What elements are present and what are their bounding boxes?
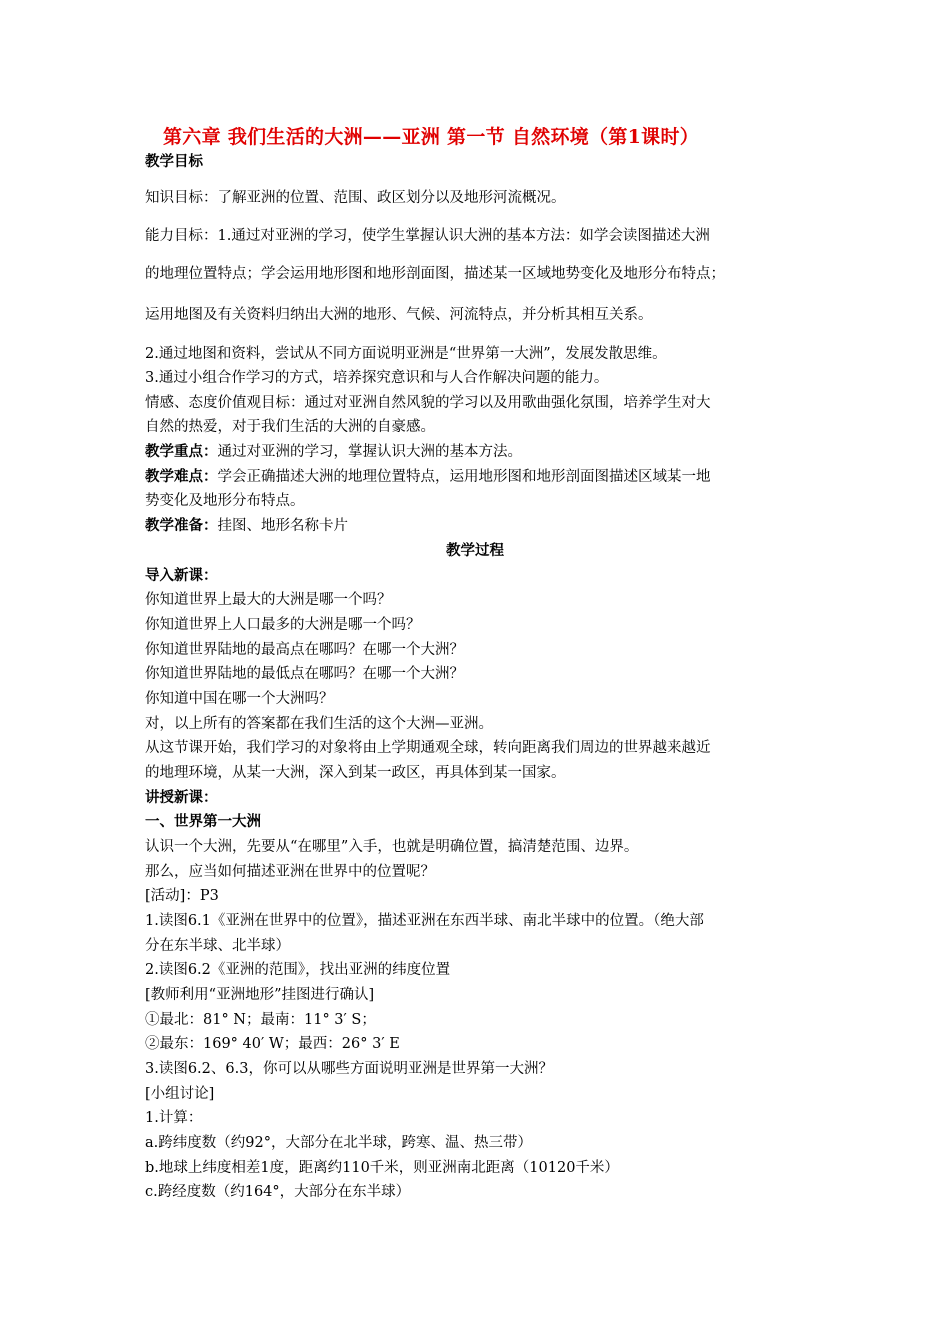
difficulty-label: 教学难点： [145, 468, 218, 485]
ability-goal-line-2: 的地理位置特点；学会运用地形图和地形剖面图，描述某一区域地势变化及地形分布特点； [145, 266, 725, 282]
question-5: 你知道中国在哪一个大洲吗？ [145, 691, 334, 707]
calc-heading: 1.计算： [145, 1110, 203, 1126]
teach-heading: 讲授新课： [145, 789, 218, 806]
item-2: 2.读图6.2《亚洲的范围》，找出亚洲的纬度位置 [145, 962, 451, 978]
paragraph-2: 那么，应当如何描述亚洲在世界中的位置呢？ [145, 864, 435, 880]
coordinates-2: ②最东：169° 40′ W；最西：26° 3′ E [145, 1036, 400, 1052]
difficulty-point [145, 467, 711, 487]
preparation [145, 516, 348, 536]
answer: 对，以上所有的答案都在我们生活的这个大洲—亚洲。 [145, 716, 493, 732]
goals-heading: 教学目标 [145, 153, 203, 170]
item-1-line-2: 分在东半球、北半球） [145, 938, 290, 954]
key-point-text: 通过对亚洲的学习，掌握认识大洲的基本方法。 [217, 444, 522, 460]
lesson-title: 第六章 我们生活的大洲——亚洲 第一节 自然环境（第1课时） [163, 126, 700, 148]
item-3: 3.读图6.2、6.3，你可以从哪些方面说明亚洲是世界第一大洲？ [145, 1061, 553, 1077]
paragraph-1: 认识一个大洲，先要从“在哪里”入手，也就是明确位置，搞清楚范围、边界。 [145, 839, 639, 855]
transition-line-2: 的地理环境，从某一大洲，深入到某一政区，再具体到某一国家。 [145, 765, 566, 781]
item-1-line-1: 1.读图6.1《亚洲在世界中的位置》，描述亚洲在东西半球、南北半球中的位置。（绝大部 [145, 913, 704, 929]
ability-point-2: 2.通过地图和资料，尝试从不同方面说明亚洲是“世界第一大洲”，发展发散思维。 [145, 346, 667, 362]
question-4: 你知道世界陆地的最低点在哪吗？在哪一个大洲？ [145, 666, 464, 682]
key-point-label: 教学重点： [145, 443, 218, 460]
prep-text: 挂图、地形名称卡片 [217, 518, 348, 534]
emotion-goal-line-2: 自然的热爱，对于我们生活的大洲的自豪感。 [145, 419, 435, 435]
teacher-note: [教师利用“亚洲地形”挂图进行确认] [145, 987, 375, 1003]
ability-goal-line-1: 能力目标：1.通过对亚洲的学习，使学生掌握认识大洲的基本方法：如学会读图描述大洲 [145, 228, 710, 244]
question-3: 你知道世界陆地的最高点在哪吗？在哪一个大洲？ [145, 642, 464, 658]
process-heading: 教学过程 [446, 542, 504, 559]
emotion-goal-line-1: 情感、态度价值观目标：通过对亚洲自然风貌的学习以及用歌曲强化氛围，培养学生对大 [145, 395, 711, 411]
coordinates-1: ①最北：81° N；最南：11° 3′ S； [145, 1012, 376, 1028]
calc-c: c.跨经度数（约164°，大部分在东半球） [145, 1184, 411, 1200]
ability-point-3: 3.通过小组合作学习的方式，培养探究意识和与人合作解决问题的能力。 [145, 370, 609, 386]
intro-heading: 导入新课： [145, 567, 218, 584]
group-discussion: [小组讨论] [145, 1086, 215, 1102]
question-1: 你知道世界上最大的大洲是哪一个吗？ [145, 592, 392, 608]
transition-line-1: 从这节课开始，我们学习的对象将由上学期通观全球，转向距离我们周边的世界越来越近 [145, 740, 711, 756]
knowledge-goal: 知识目标：了解亚洲的位置、范围、政区划分以及地形河流概况。 [145, 190, 566, 206]
calc-b: b.地球上纬度相差1度，距离约110千米，则亚洲南北距离（10120千米） [145, 1160, 619, 1176]
prep-label: 教学准备： [145, 517, 218, 534]
section-1-heading: 一、世界第一大洲 [145, 813, 261, 830]
difficulty-text-1: 学会正确描述大洲的地理位置特点，运用地形图和地形剖面图描述区域某一地 [217, 469, 711, 485]
difficulty-text-2: 势变化及地形分布特点。 [145, 493, 305, 509]
calc-a: a.跨纬度数（约92°，大部分在北半球，跨寒、温、热三带） [145, 1135, 532, 1151]
key-point [145, 442, 522, 462]
ability-goal-line-3: 运用地图及有关资料归纳出大洲的地形、气候、河流特点，并分析其相互关系。 [145, 307, 653, 323]
activity-label: [活动]：P3 [145, 888, 219, 904]
question-2: 你知道世界上人口最多的大洲是哪一个吗？ [145, 617, 421, 633]
